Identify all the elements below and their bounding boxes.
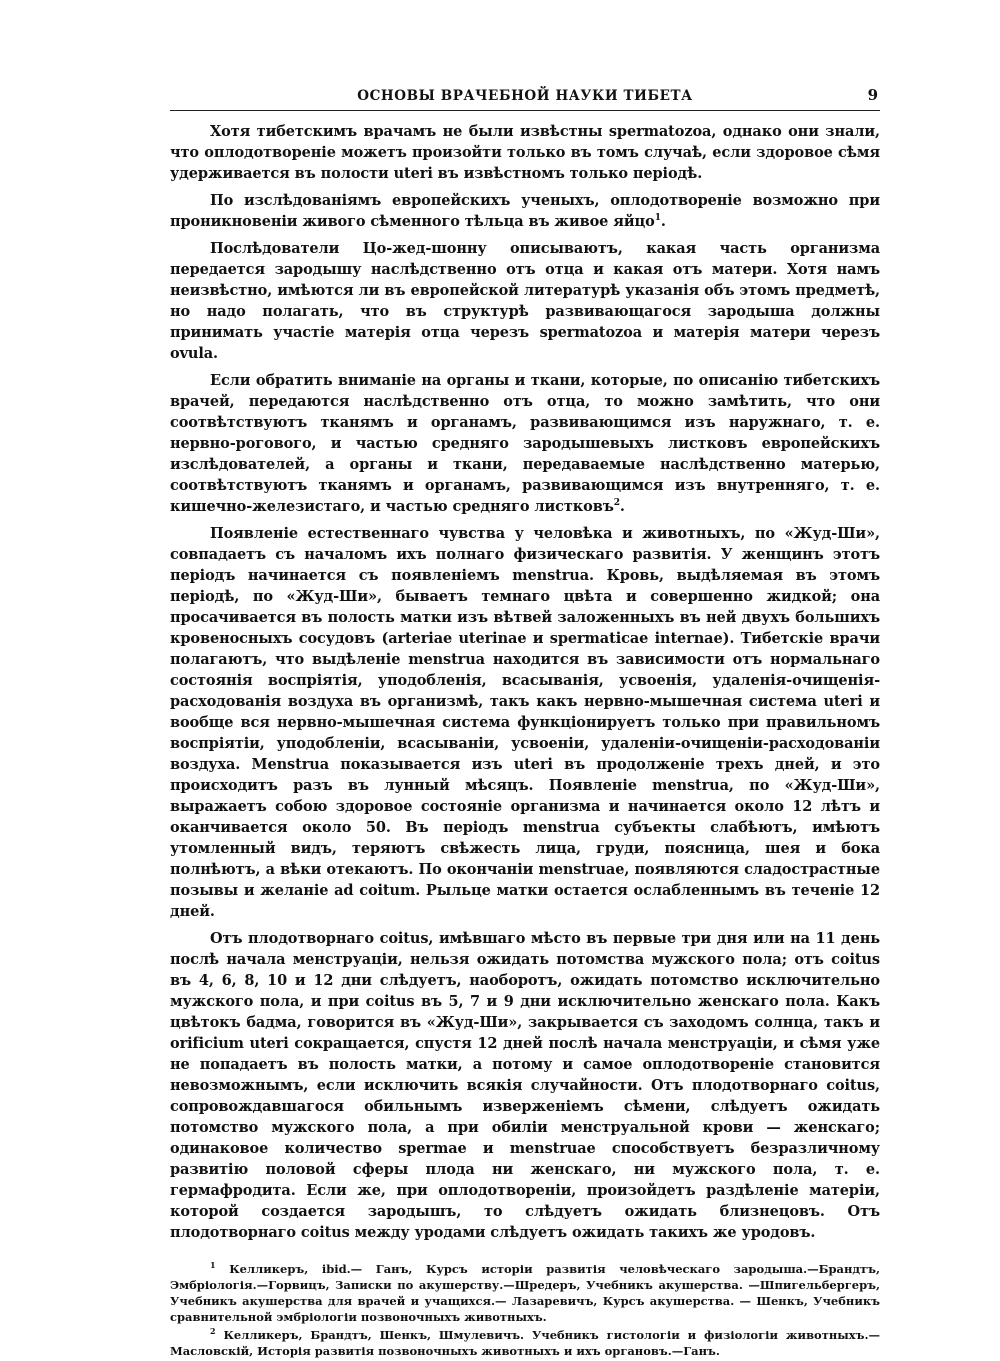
- paragraph: По изслѣдованіямъ европейскихъ ученыхъ, оплодотвореніе возможно при проникновеніи живого сѣменного тѣльца въ живое яйцо$^1$.: [170, 192, 880, 230]
- footnote: $^1$ Келликеръ, ibid.— Ганъ, Курсъ исторіи развитія человѣческаго зародыша.—Брандтъ, Эмбріологія.—Горвицъ, Записки по акушерству.—Шредеръ, Учебникъ акушерства. —Шпигельбергеръ, Учебникъ акушерства для врачей и учащихся.— Лазаревичъ, Курсъ акушерства. — Шенкъ, Учебникъ сравнительной эмбріологіи позвоночныхъ животныхъ.: [170, 1260, 880, 1324]
- running-title: ОСНОВЫ ВРАЧЕБНОЙ НАУКИ ТИБЕТА: [357, 88, 693, 104]
- footnote-ref: 1: [654, 213, 661, 224]
- book-page: [170, 82, 880, 1361]
- page-number: 9: [867, 86, 878, 104]
- paragraph: Появленіе естественнаго чувства у человѣка и животныхъ, по «Жуд-Ши», совпадаетъ съ началомъ ихъ полнаго физическаго развитія. У женщинъ этотъ періодъ начинается съ появленіемъ menstrua. Кровь, выдѣляемая въ этомъ періодѣ, по «Жуд-Ши», бываетъ темнаго цвѣта и совершенно жидкой; она просачивается въ полость матки изъ вѣтвей заложенныхъ въ ней двухъ большихъ кровеносныхъ сосудовъ (arteriae uterinae и spermaticae internae). Тибетскіе врачи полагаютъ, что выдѣленіе menstrua находится въ зависимости отъ нормальнаго состоянія воспріятія, уподобленія, всасыванія, усвоенія, удаленія-очищенія-расходованія воздуха въ организмѣ, такъ какъ нервно-мышечная система uteri и вообще вся нервно-мышечная система функціонируетъ только при правильномъ воспріятіи, уподобленіи, всасываніи, усвоеніи, удаленіи-очищеніи-расходованіи воздуха. Menstrua показывается изъ uteri въ продолженіе трехъ дней, и это происходитъ разъ въ лунный мѣсяцъ. Появленіе menstrua, по «Жуд-Ши», выражаетъ собою здоровое состояніе организма и начинается около 12 лѣтъ и оканчивается около 50. Въ періодъ menstrua субъекты слабѣютъ, имѣютъ утомленный видъ, теряютъ свѣжесть лица, груди, поясница, шея и бока полнѣютъ, а вѣки отекаютъ. По окончаніи menstruae, появляются сладострастные позывы и желаніе ad coitum. Рыльце матки остается ослабленнымъ въ теченіе 12 дней.: [170, 525, 880, 920]
- paragraph: Если обратить вниманіе на органы и ткани, которые, по описанію тибетскихъ врачей, передаются наслѣдственно отъ отца, то можно замѣтить, что они соотвѣтствуютъ тканямъ и органамъ, развивающимся изъ наружнаго, т. е. нервно-рогового, и частью средняго зародышевыхъ листковъ европейскихъ изслѣдователей, а органы и ткани, передаваемые наслѣдственно матерью, соотвѣтствуютъ тканямъ и органамъ, развивающимся изъ внутренняго, т. е. кишечно-железистаго, и частью средняго листковъ$^2$.: [170, 372, 880, 515]
- paragraph: Хотя тибетскимъ врачамъ не были извѣстны spermatozoa, однако они знали, что оплодотвореніе можетъ произойти только въ томъ случаѣ, если здоровое сѣмя удерживается въ полости uteri въ извѣстномъ только періодѣ.: [170, 123, 880, 182]
- footnote-ref: 2: [613, 498, 620, 509]
- footnote-mark: 2: [210, 1326, 216, 1337]
- paragraph: Послѣдователи Цо-жед-шонну описываютъ, какая часть организма передается зародышу наслѣдственно отъ отца и какая отъ матери. Хотя намъ неизвѣстно, имѣются ли въ европейской литературѣ указанія объ этомъ предметѣ, но надо полагать, что въ структурѣ развивающагося зародыша должны принимать участіе матерія отца черезъ spermatozoa и матерія матери черезъ ovula.: [170, 240, 880, 362]
- paragraph: Отъ плодотворнаго coitus, имѣвшаго мѣсто въ первые три дня или на 11 день послѣ начала менструаціи, нельзя ожидать потомства мужского пола; отъ coitus въ 4, 6, 8, 10 и 12 дни слѣдуетъ, наоборотъ, ожидать потомство исключительно мужского пола, и при coitus въ 5, 7 и 9 дни исключительно женскаго пола. Какъ цвѣтокъ бадма, говорится въ «Жуд-Ши», закрывается съ заходомъ солнца, такъ и orificium uteri сокращается, спустя 12 дней послѣ начала менструаціи, и сѣмя уже не попадаетъ въ полость матки, а потому и самое оплодотвореніе становится невозможнымъ, если исключить всякія случайности. Отъ плодотворнаго coitus, сопровождавшагося обильнымъ изверженіемъ сѣмени, слѣдуетъ ожидать потомство мужского пола, а при обиліи менструальной крови — женскаго; одинаковое количество spermae и menstruae способствуетъ безразличному развитію половой сферы плода ни женскаго, ни мужского пола, т. е. гермафродита. Если же, при оплодотвореніи, произойдетъ раздѣленіе матеріи, которой создается зародышъ, то слѣдуетъ ожидать близнецовъ. Отъ плодотворнаго coitus между уродами слѣдуетъ ожидать такихъ же уродовъ.: [170, 930, 880, 1241]
- footnote-mark: 1: [210, 1260, 216, 1271]
- main-text: [170, 121, 880, 1243]
- footnotes: [170, 1261, 880, 1359]
- footnote: $^2$ Келликеръ, Брандтъ, Шенкъ, Шмулевичъ. Учебникъ гистологіи и физіологіи животныхъ.—Масловскій, Исторія развитія позвоночныхъ животныхъ и ихъ органовъ.—Ганъ.: [170, 1326, 880, 1358]
- running-header: [170, 82, 880, 111]
